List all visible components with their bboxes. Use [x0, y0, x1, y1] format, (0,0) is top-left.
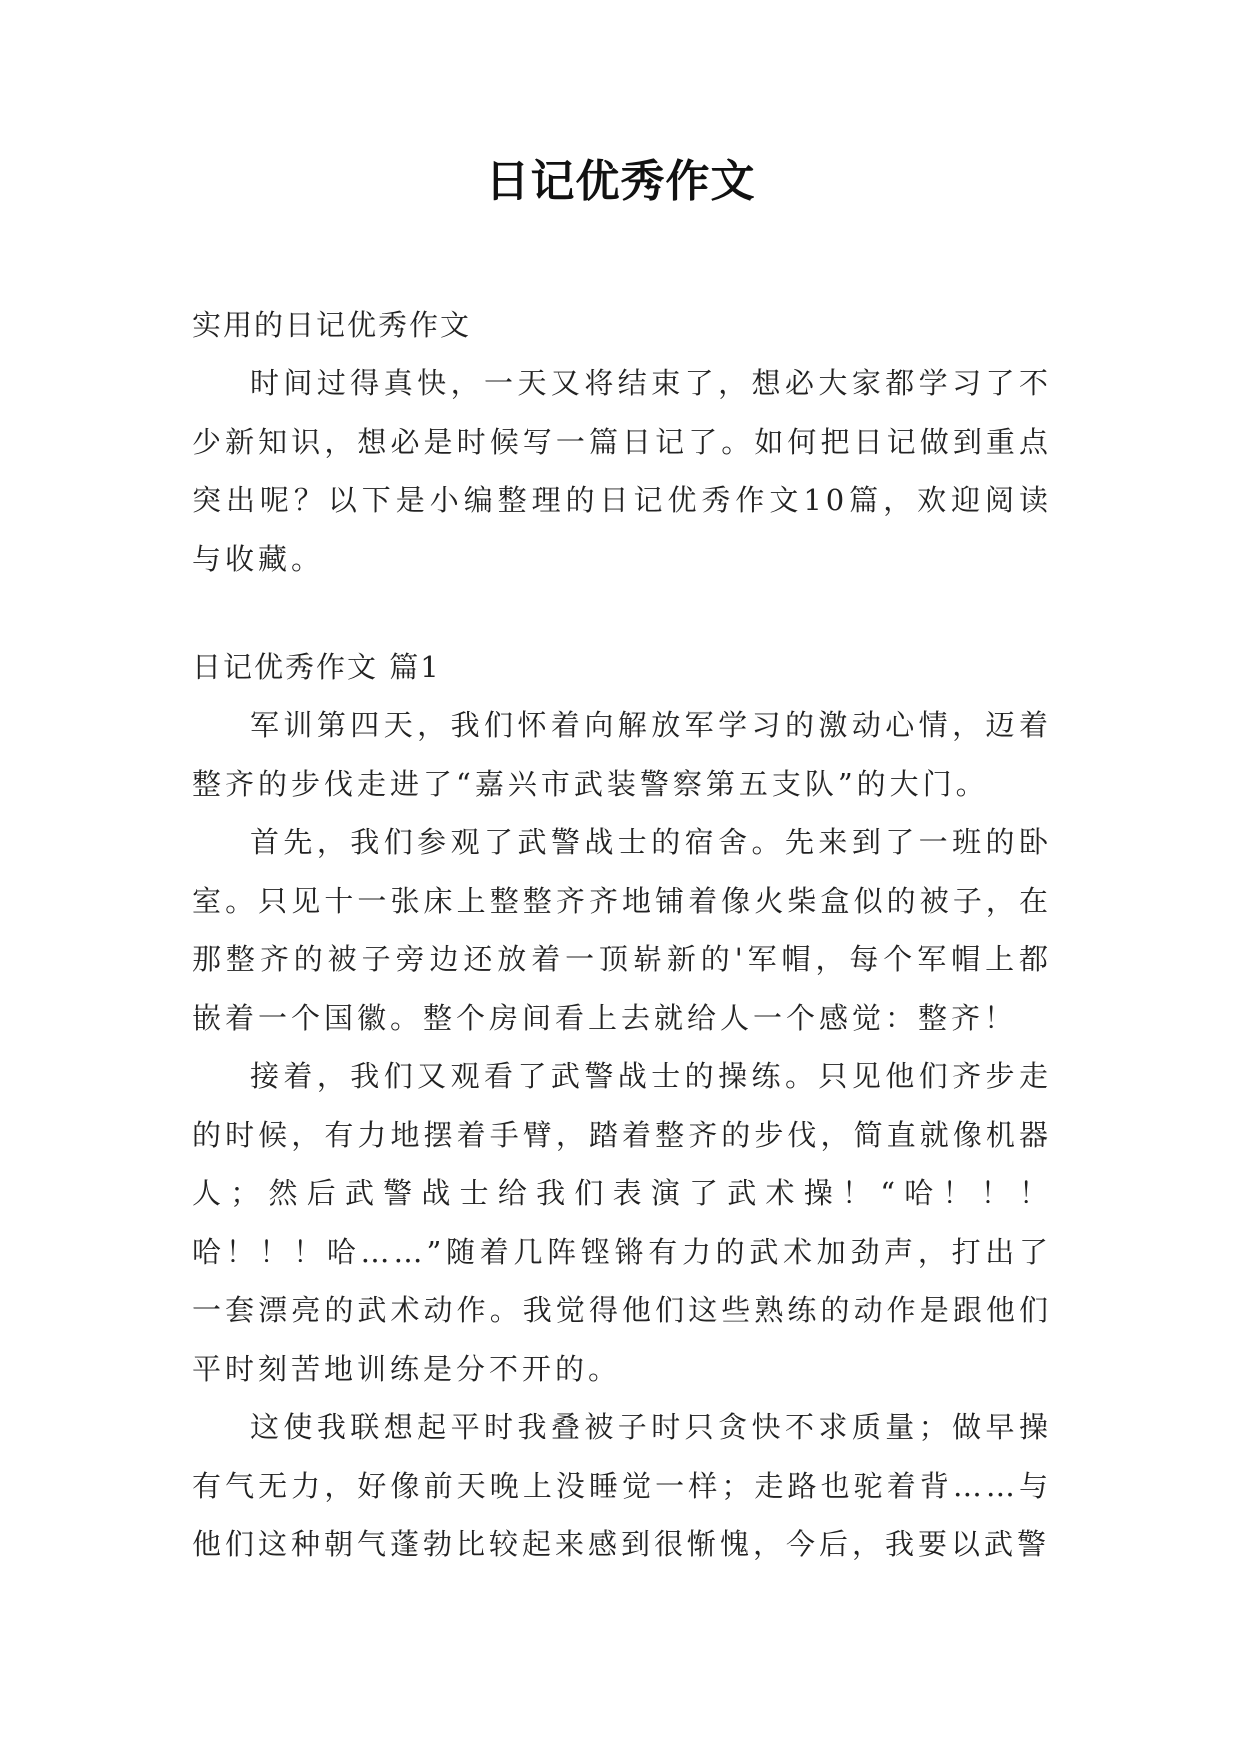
- essay-paragraph-1: 军训第四天，我们怀着向解放军学习的激动心情，迈着整齐的步伐走进了“嘉兴市武装警察第五支队”的大门。: [192, 708, 1052, 801]
- intro-heading: 实用的日记优秀作文: [192, 308, 472, 342]
- section-heading: 日记优秀作文 篇1: [192, 650, 441, 684]
- essay-paragraph-2: 首先，我们参观了武警战士的宿舍。先来到了一班的卧室。只见十一张床上整整齐齐地铺着像火柴盒似的被子，在那整齐的被子旁边还放着一顶崭新的'军帽，每个军帽上都嵌着一个国徽。整个房间看上去就给人一个感觉：整齐！: [192, 825, 1052, 1035]
- intro-block: [192, 354, 1052, 588]
- document-title: 日记优秀作文: [485, 156, 756, 207]
- intro-paragraph: 时间过得真快，一天又将结束了，想必大家都学习了不少新知识，想必是时候写一篇日记了。如何把日记做到重点突出呢？以下是小编整理的日记优秀作文10篇，欢迎阅读与收藏。: [192, 366, 1052, 576]
- essay-body: [192, 696, 1052, 1574]
- essay-paragraph-4: 这使我联想起平时我叠被子时只贪快不求质量；做早操有气无力，好像前天晚上没睡觉一样；走路也驼着背……与他们这种朝气蓬勃比较起来感到很惭愧，今后，我要以武警: [192, 1410, 1052, 1561]
- essay-paragraph-3: 接着，我们又观看了武警战士的操练。只见他们齐步走的时候，有力地摆着手臂，踏着整齐的步伐，简直就像机器人；然后武警战士给我们表演了武术操！“哈！！！哈！！！哈……”随着几阵铿锵有力的武术加劲声，打出了一套漂亮的武术动作。我觉得他们这些熟练的动作是跟他们平时刻苦地训练是分不开的。: [192, 1059, 1052, 1386]
